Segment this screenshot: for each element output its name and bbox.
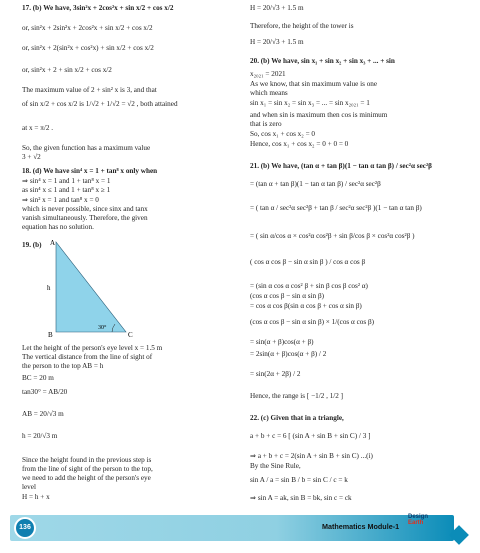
text-line: By the Sine Rule, bbox=[250, 462, 301, 470]
text-line: or, sin²x + 2 + sin x/2 + cos x/2 bbox=[22, 66, 112, 74]
text-line: vanish simultaneously. Therefore, the given bbox=[22, 214, 148, 222]
text-line: h = 20/√3 m bbox=[22, 432, 58, 440]
text-line: 3 + √2 bbox=[22, 153, 41, 161]
text-line: The maximum value of 2 + sin² x is 3, and that bbox=[22, 86, 157, 94]
text-line: level bbox=[22, 483, 36, 491]
text-line: which is never possible, since sinx and tanx bbox=[22, 205, 148, 213]
text-line: H = h + x bbox=[22, 493, 50, 501]
text-line: = (sin α cos α cos² β + sin β cos β cos² α) bbox=[250, 282, 368, 290]
text-line: sin A / a = sin B / b = sin C / c = k bbox=[250, 476, 348, 484]
text-line: The vertical distance from the line of sight of bbox=[22, 353, 153, 361]
text-line: = sin(2α + 2β) / 2 bbox=[250, 370, 301, 378]
text-line: ⇒ sin A = ak, sin B = bk, sin c = ck bbox=[250, 494, 352, 502]
triangle-shape bbox=[56, 242, 126, 332]
text-line: 20. (b) We have, sin x₁ + sin x₂ + sin x₃ + ... + sin bbox=[250, 57, 395, 65]
text-line: x₂₀₂₁ = 2021 bbox=[250, 70, 286, 78]
vertex-b-label: B bbox=[48, 331, 53, 338]
text-line: (cos α cos β − sin α sin β) bbox=[250, 292, 324, 300]
brand-logo: Design Earth bbox=[408, 514, 429, 526]
text-line: As we know, that sin maximum value is one bbox=[250, 80, 378, 88]
text-line: BC = 20 m bbox=[22, 374, 54, 382]
text-line: = sin(α + β)cos(α + β) bbox=[250, 338, 314, 346]
text-line: ⇒ sin² x = 1 and tan⁸ x = 0 bbox=[22, 196, 99, 204]
module-title: Mathematics Module-1 bbox=[322, 522, 400, 531]
vertex-a-label: A bbox=[50, 239, 56, 247]
angle-label: 30° bbox=[98, 325, 107, 331]
text-line: or, sin²x + 2sin²x + 2cos²x + sin x/2 + cos x/2 bbox=[22, 24, 153, 32]
page-footer bbox=[0, 505, 480, 553]
text-line: a + b + c = 6 [ (sin A + sin B + sin C) / 3 ] bbox=[250, 432, 371, 440]
text-line: sin x₁ = sin x₂ = sin x₃ = ... = sin x₂₀₂₁ = 1 bbox=[250, 99, 370, 107]
text-line: Since the height found in the previous step is bbox=[22, 456, 152, 464]
text-line: tan30° = AB/20 bbox=[22, 388, 68, 396]
text-line: 17. (b) We have, 3sin²x + 2cos²x + sin x/2 + cos x/2 bbox=[22, 4, 174, 12]
text-line: 22. (c) Given that in a triangle, bbox=[250, 414, 344, 422]
text-line: as sin⁴ x ≤ 1 and 1 + tan⁸ x ≥ 1 bbox=[22, 186, 111, 194]
triangle-diagram bbox=[22, 238, 222, 338]
text-line: So, cos x₁ + cos x₂ = 0 bbox=[250, 130, 316, 138]
text-line: the person to the top AB = h bbox=[22, 362, 104, 370]
text-line: H = 20/√3 + 1.5 m bbox=[250, 4, 304, 12]
text-line: (cos α cos β − sin α sin β) × 1/(cos α cos β) bbox=[250, 318, 374, 326]
text-line: of sin x/2 + cos x/2 is 1/√2 + 1/√2 = √2 , both attained bbox=[22, 100, 178, 108]
page-number: 136 bbox=[14, 517, 36, 539]
height-label: h bbox=[47, 284, 51, 292]
text-line: at x = π/2 . bbox=[22, 124, 54, 132]
text-line: ( cos α cos β − sin α sin β ) / cos α cos β bbox=[250, 258, 366, 266]
text-line: we need to add the height of the person's eye bbox=[22, 474, 151, 482]
text-line: = cos α cos β(sin α cos β + cos α sin β) bbox=[250, 302, 362, 310]
text-line: equation has no solution. bbox=[22, 223, 94, 231]
text-line: = ( tan α / sec²α sec²β + tan β / sec²α sec²β )(1 − tan α tan β) bbox=[250, 204, 422, 212]
text-line: ⇒ sin⁴ x = 1 and 1 + tan⁸ x = 1 bbox=[22, 177, 111, 185]
text-line: = (tan α + tan β)(1 − tan α tan β) / sec²α sec²β bbox=[250, 180, 381, 188]
text-line: or, sin²x + 2(sin²x + cos²x) + sin x/2 + cos x/2 bbox=[22, 44, 154, 52]
text-line: H = 20/√3 + 1.5 m bbox=[250, 38, 304, 46]
text-line: Therefore, the height of the tower is bbox=[250, 22, 354, 30]
vertex-c-label: C bbox=[128, 331, 133, 338]
text-line: from the line of sight of the person to the top, bbox=[22, 465, 153, 473]
text-line: which means bbox=[250, 89, 288, 97]
text-line: = 2sin(α + β)cos(α + β) / 2 bbox=[250, 350, 327, 358]
question-19-head: 19. (b) bbox=[22, 241, 42, 249]
text-line: AB = 20/√3 m bbox=[22, 410, 64, 418]
text-line: that is zero bbox=[250, 120, 282, 128]
text-line: and when sin is maximum then cos is minimum bbox=[250, 111, 388, 119]
text-line: Let the height of the person's eye level x = 1.5 m bbox=[22, 344, 163, 352]
text-line: So, the given function has a maximum value bbox=[22, 144, 151, 152]
text-line: 21. (b) We have, (tan α + tan β)(1 − tan α tan β) / sec²α sec²β bbox=[250, 162, 432, 170]
text-line: Hence, the range is [ −1/2 , 1/2 ] bbox=[250, 392, 344, 400]
text-line: Hence, cos x₁ + cos x₂ = 0 + 0 = 0 bbox=[250, 140, 349, 148]
text-line: ⇒ a + b + c = 2(sin A + sin B + sin C) ...(i) bbox=[250, 452, 373, 460]
text-line: 18. (d) We have sin⁴ x = 1 + tan⁸ x only when bbox=[22, 167, 158, 175]
text-line: = ( sin α/cos α × cos²α cos²β + sin β/cos β × cos²α cos²β ) bbox=[250, 232, 415, 240]
